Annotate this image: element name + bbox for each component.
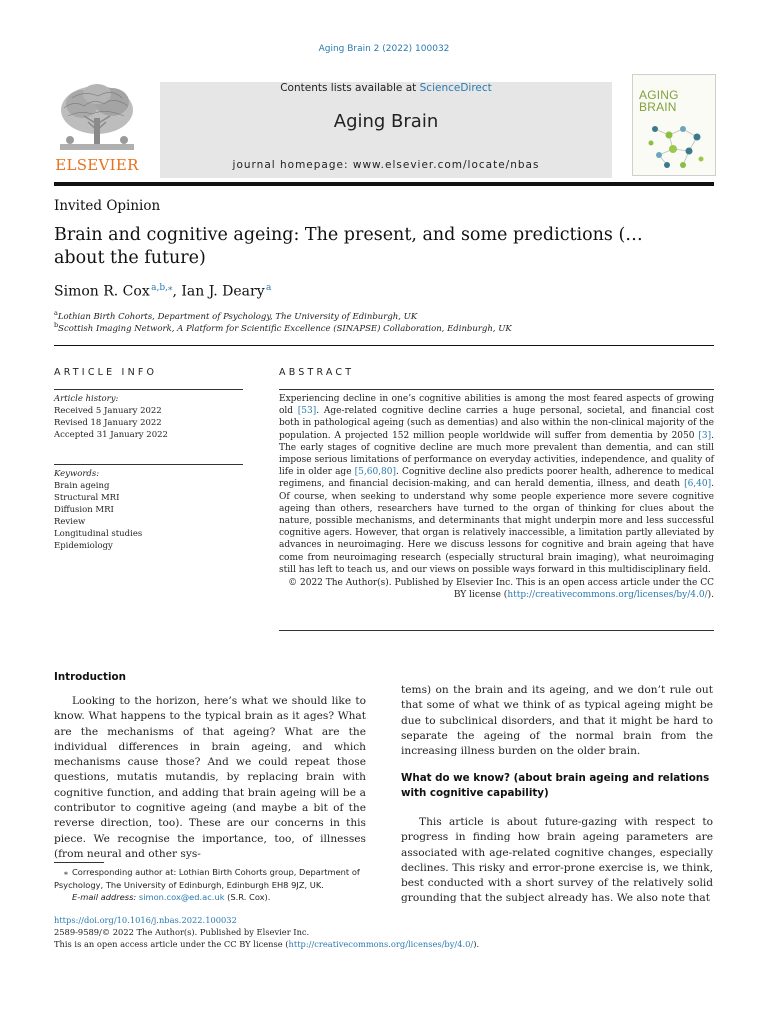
footnote-text: Corresponding author at: Lothian Birth Cohorts group, Department of Psychology, The University of Edinburgh, Edinburgh EH8 9JZ, UK. (54, 867, 360, 890)
affiliation-mark: a (54, 309, 58, 317)
citation-link[interactable]: [5,60,80] (354, 467, 396, 478)
keyword: Brain ageing (54, 481, 110, 491)
abstract-sentence: Experiencing decline in one’s cognitive abilities is among the most feared aspects of growing old (279, 394, 714, 417)
keyword: Diffusion MRI (54, 505, 114, 515)
article-type: Invited Opinion (54, 198, 161, 214)
cover-title-line2: BRAIN (639, 100, 677, 114)
citation-link[interactable]: [53] (297, 406, 317, 417)
citation-link[interactable]: [6,40] (684, 479, 712, 490)
corresponding-author-footnote (54, 866, 374, 904)
cover-title-line1: AGING (639, 88, 679, 102)
keyword: Epidemiology (54, 541, 113, 551)
info-rule (54, 464, 243, 465)
elsevier-tree-icon (54, 80, 140, 156)
introduction-heading: Introduction (54, 671, 126, 683)
keywords (54, 468, 243, 552)
keywords-heading: Keywords: (54, 469, 100, 479)
citation-link[interactable]: [3] (698, 430, 712, 441)
oa-suffix: ). (473, 939, 480, 949)
received-date: Received 5 January 2022 (54, 406, 162, 416)
elsevier-wordmark: ELSEVIER (55, 156, 139, 174)
elsevier-logo (54, 80, 140, 174)
accepted-date: Accepted 31 January 2022 (54, 430, 168, 440)
paragraph-text: tems) on the brain and its ageing, and we don’t rule out that some of what we think of as typical ageing might be due to subclinical disorders, and that it might be hard to separate the ageing of the normal brain from the increasing illness burden on the older brain. (401, 684, 713, 758)
journal-reference[interactable]: Aging Brain 2 (2022) 100032 (318, 44, 450, 54)
abstract-sentence: . Cognitive decline also predicts poorer health, adherence to medical regimens, and financial decision-making, and can herald dementia, illness, and death (279, 467, 714, 490)
contents-prefix: Contents lists available at (280, 82, 420, 94)
keyword: Structural MRI (54, 493, 120, 503)
email-link[interactable]: simon.cox@ed.ac.uk (138, 892, 225, 902)
journal-header (160, 82, 612, 178)
license-suffix: ). (707, 590, 714, 601)
author-name: Simon R. Cox (54, 283, 150, 300)
footnote-rule (54, 862, 104, 863)
author-name: Ian J. Deary (181, 283, 265, 300)
keyword: Longitudinal studies (54, 529, 143, 539)
abstract-heading: ABSTRACT (279, 367, 355, 378)
journal-cover[interactable] (632, 74, 716, 176)
abstract-sentence: . The early stages of cognitive decline are much more prevalent than dementia, and can still impose serious limitations of performance on everyday activities, independence, and quality of life in older age (279, 430, 714, 478)
paragraph-text: This article is about future-gazing with respect to progress in finding how brain ageing parameters are associated with age-related cognitive changes, especially declines. This risky and error-prone exercise is, we think, best conducted with a short survey of the relatively solid grounding that the subject already has. We also note that (401, 816, 713, 905)
abstract-rule (279, 630, 714, 631)
email-suffix: (S.R. Cox). (224, 892, 271, 902)
author-list (54, 283, 271, 300)
oa-prefix: This is an open access article under the CC BY license ( (54, 939, 289, 949)
abstract-body (279, 393, 714, 601)
what-do-we-know-heading: What do we know? (about brain ageing and relations with cognitive capability) (401, 772, 710, 799)
affiliation-a (54, 309, 417, 322)
author-separator: , (172, 283, 182, 300)
journal-name: Aging Brain (333, 111, 439, 132)
sciencedirect-link[interactable]: ScienceDirect (419, 82, 492, 94)
issn-line: 2589-9589/© 2022 The Author(s). Published by Elsevier Inc. (54, 927, 310, 937)
author-affiliation-marks[interactable]: a,b,⁎ (151, 283, 173, 293)
affiliation-b (54, 321, 512, 334)
affiliation-mark: b (54, 321, 59, 329)
article-title: Brain and cognitive ageing: The present, and some predictions (…about the future) (54, 225, 643, 268)
info-rule (54, 389, 243, 390)
paragraph-text: Looking to the horizon, here’s what we should like to know. What happens to the typical brain as it ages? What are the mechanisms of that ageing? What are the individual differences in brain ageing, and which mechanisms cause those? And we could repeat those questions, mutatis mutandis, by replacing brain with cognitive function, and adding that brain ageing will be a contributor to cognitive ageing (and maybe a bit of the reverse direction, too). These are our concerns in this piece. We recognise the importance, too, of illnesses (from neural and other sys- (54, 695, 366, 860)
cover-network-icon (647, 121, 707, 171)
license-prefix: © 2022 The Author(s). Published by Elsevier Inc. This is an open access article under the CC BY license ( (288, 578, 714, 601)
license-link[interactable]: http://creativecommons.org/licenses/by/4.0/ (507, 590, 708, 601)
header-rule (54, 182, 714, 186)
revised-date: Revised 18 January 2022 (54, 418, 162, 428)
cover-title (639, 89, 679, 113)
abstract-sentence: . Of course, when seeking to understand why some people experience more severe cognitive ageing than others, researchers have turned to the organ of thinking for clues about the nature, possible mechanisms, and determinants that might underpin more and less successful cognitive agers. However, that organ is relatively inaccessible, a limitation partly alleviated by advances in neuroimaging. Here we discuss lessons for cognitive and brain ageing that have come from neuroimaging research (especially structural brain imaging), what neuroimaging still has left to teach us, and our views on possible ways forward in this multidisciplinary field. (279, 479, 714, 575)
abstract-sentence: . Age-related cognitive decline carries a huge personal, societal, and financial cost both in pathological ageing (such as dementias) and also within the non-clinical majority of the population. A projected 152 million people worldwide will suffer from dementia by 2050 (279, 406, 715, 441)
author-affiliation-marks[interactable]: a (266, 283, 272, 293)
license-statement (279, 577, 714, 601)
email-label: E-mail address: (72, 892, 137, 902)
introduction-paragraph (54, 694, 366, 862)
footnote-corresponding (54, 866, 374, 891)
affiliation-text: Lothian Birth Cohorts, Department of Psychology, The University of Edinburgh, UK (57, 311, 418, 322)
journal-homepage[interactable]: journal homepage: www.elsevier.com/locate/nbas (232, 159, 540, 171)
footnote-email (54, 891, 374, 904)
abstract-text (279, 393, 714, 576)
footnote-marker: ⁎ (63, 867, 68, 877)
doi-link[interactable]: https://doi.org/10.1016/j.nbas.2022.100032 (54, 915, 237, 925)
abstract-rule (279, 389, 714, 390)
introduction-continuation (401, 683, 713, 759)
keyword: Review (54, 517, 86, 527)
open-access-line (54, 939, 479, 949)
article-info-heading: ARTICLE INFO (54, 367, 158, 378)
history-heading: Article history: (54, 394, 119, 404)
affiliation-text: Scottish Imaging Network, A Platform for Scientific Excellence (SINAPSE) Collaboration, Edinburgh, UK (58, 323, 512, 334)
section-rule (54, 345, 714, 346)
license-link[interactable]: http://creativecommons.org/licenses/by/4.0/ (288, 939, 474, 949)
article-history (54, 393, 243, 441)
contents-line (160, 82, 612, 94)
what-do-we-know-paragraph (401, 815, 713, 907)
